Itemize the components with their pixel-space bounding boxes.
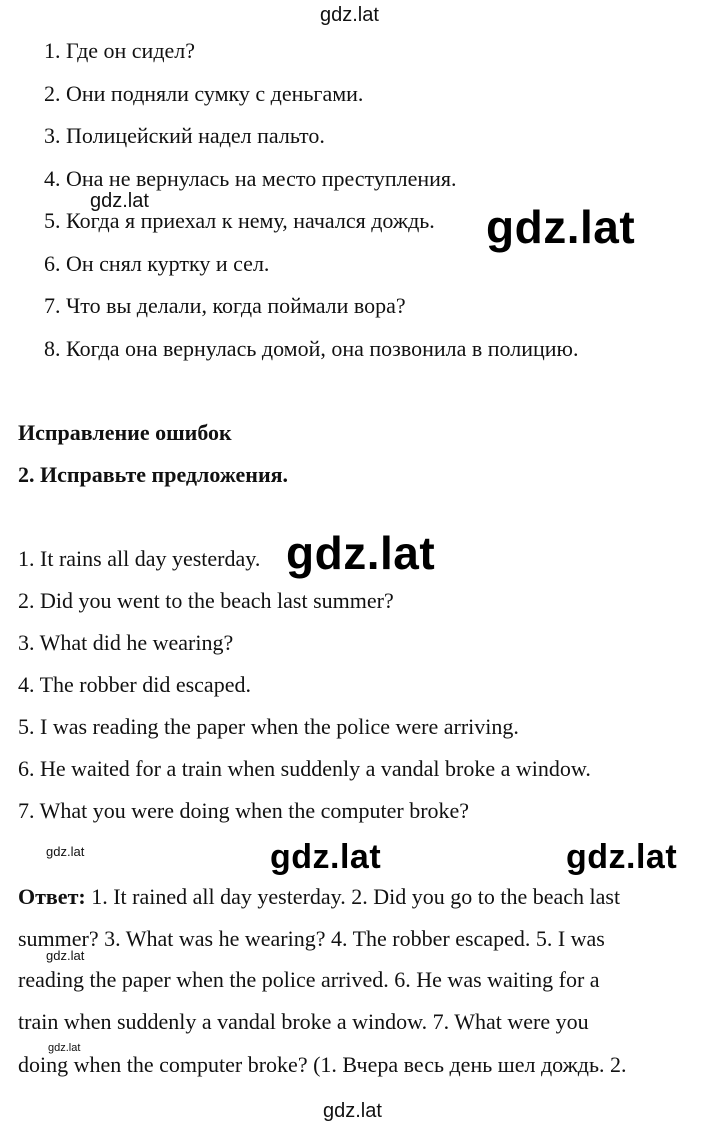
list-item: 2. Did you went to the beach last summer? bbox=[18, 588, 394, 613]
list-item: 1. Где он сидел? bbox=[44, 38, 196, 63]
list-item: 4. Она не вернулась на место преступления. bbox=[44, 166, 457, 191]
answer-line-3: reading the paper when the police arrived. 6. He was waiting for a bbox=[18, 967, 600, 992]
watermark-big: gdz.lat bbox=[270, 838, 382, 876]
watermark-bottom: gdz.lat bbox=[323, 1100, 382, 1122]
list-item: 8. Когда она вернулась домой, она позвонила в полицию. bbox=[44, 336, 579, 361]
watermark-tiny: gdz.lat bbox=[46, 844, 85, 859]
list-item: 3. Полицейский надел пальто. bbox=[44, 123, 325, 148]
list-item: 3. What did he wearing? bbox=[18, 630, 234, 655]
answer-text: 1. It rained all day yesterday. 2. Did you go to the beach last bbox=[85, 884, 621, 909]
watermark-inline: gdz.lat bbox=[90, 190, 149, 212]
watermark-big: gdz.lat bbox=[486, 201, 636, 253]
answer-label: Ответ: bbox=[18, 884, 86, 909]
list-item: 7. Что вы делали, когда поймали вора? bbox=[44, 293, 406, 318]
watermark-tiny: gdz.lat bbox=[46, 948, 85, 963]
task-title: 2. Исправьте предложения. bbox=[18, 462, 289, 487]
list-item: 5. Когда я приехал к нему, начался дождь. bbox=[44, 208, 435, 233]
list-item: 7. What you were doing when the computer broke? bbox=[18, 798, 470, 823]
list-item: 4. The robber did escaped. bbox=[18, 672, 251, 697]
watermark-tiny: gdz.lat bbox=[48, 1042, 81, 1054]
answer-line-4: train when suddenly a vandal broke a window. 7. What were you bbox=[18, 1009, 589, 1034]
list-item: 2. Они подняли сумку с деньгами. bbox=[44, 81, 364, 106]
watermark-big: gdz.lat bbox=[566, 838, 678, 876]
answer-line-5: doing when the computer broke? (1. Вчера весь день шел дождь. 2. bbox=[18, 1052, 627, 1077]
watermark-top: gdz.lat bbox=[320, 4, 379, 26]
list-item: 6. Он снял куртку и сел. bbox=[44, 251, 270, 276]
watermark-big: gdz.lat bbox=[286, 527, 436, 579]
section-title: Исправление ошибок bbox=[18, 420, 232, 445]
list-item: 1. It rains all day yesterday. bbox=[18, 546, 261, 571]
list-item: 5. I was reading the paper when the police were arriving. bbox=[18, 714, 519, 739]
answer-line-1 bbox=[18, 884, 620, 910]
answer-line-2: summer? 3. What was he wearing? 4. The robber escaped. 5. I was bbox=[18, 926, 605, 951]
list-item: 6. He waited for a train when suddenly a vandal broke a window. bbox=[18, 756, 591, 781]
